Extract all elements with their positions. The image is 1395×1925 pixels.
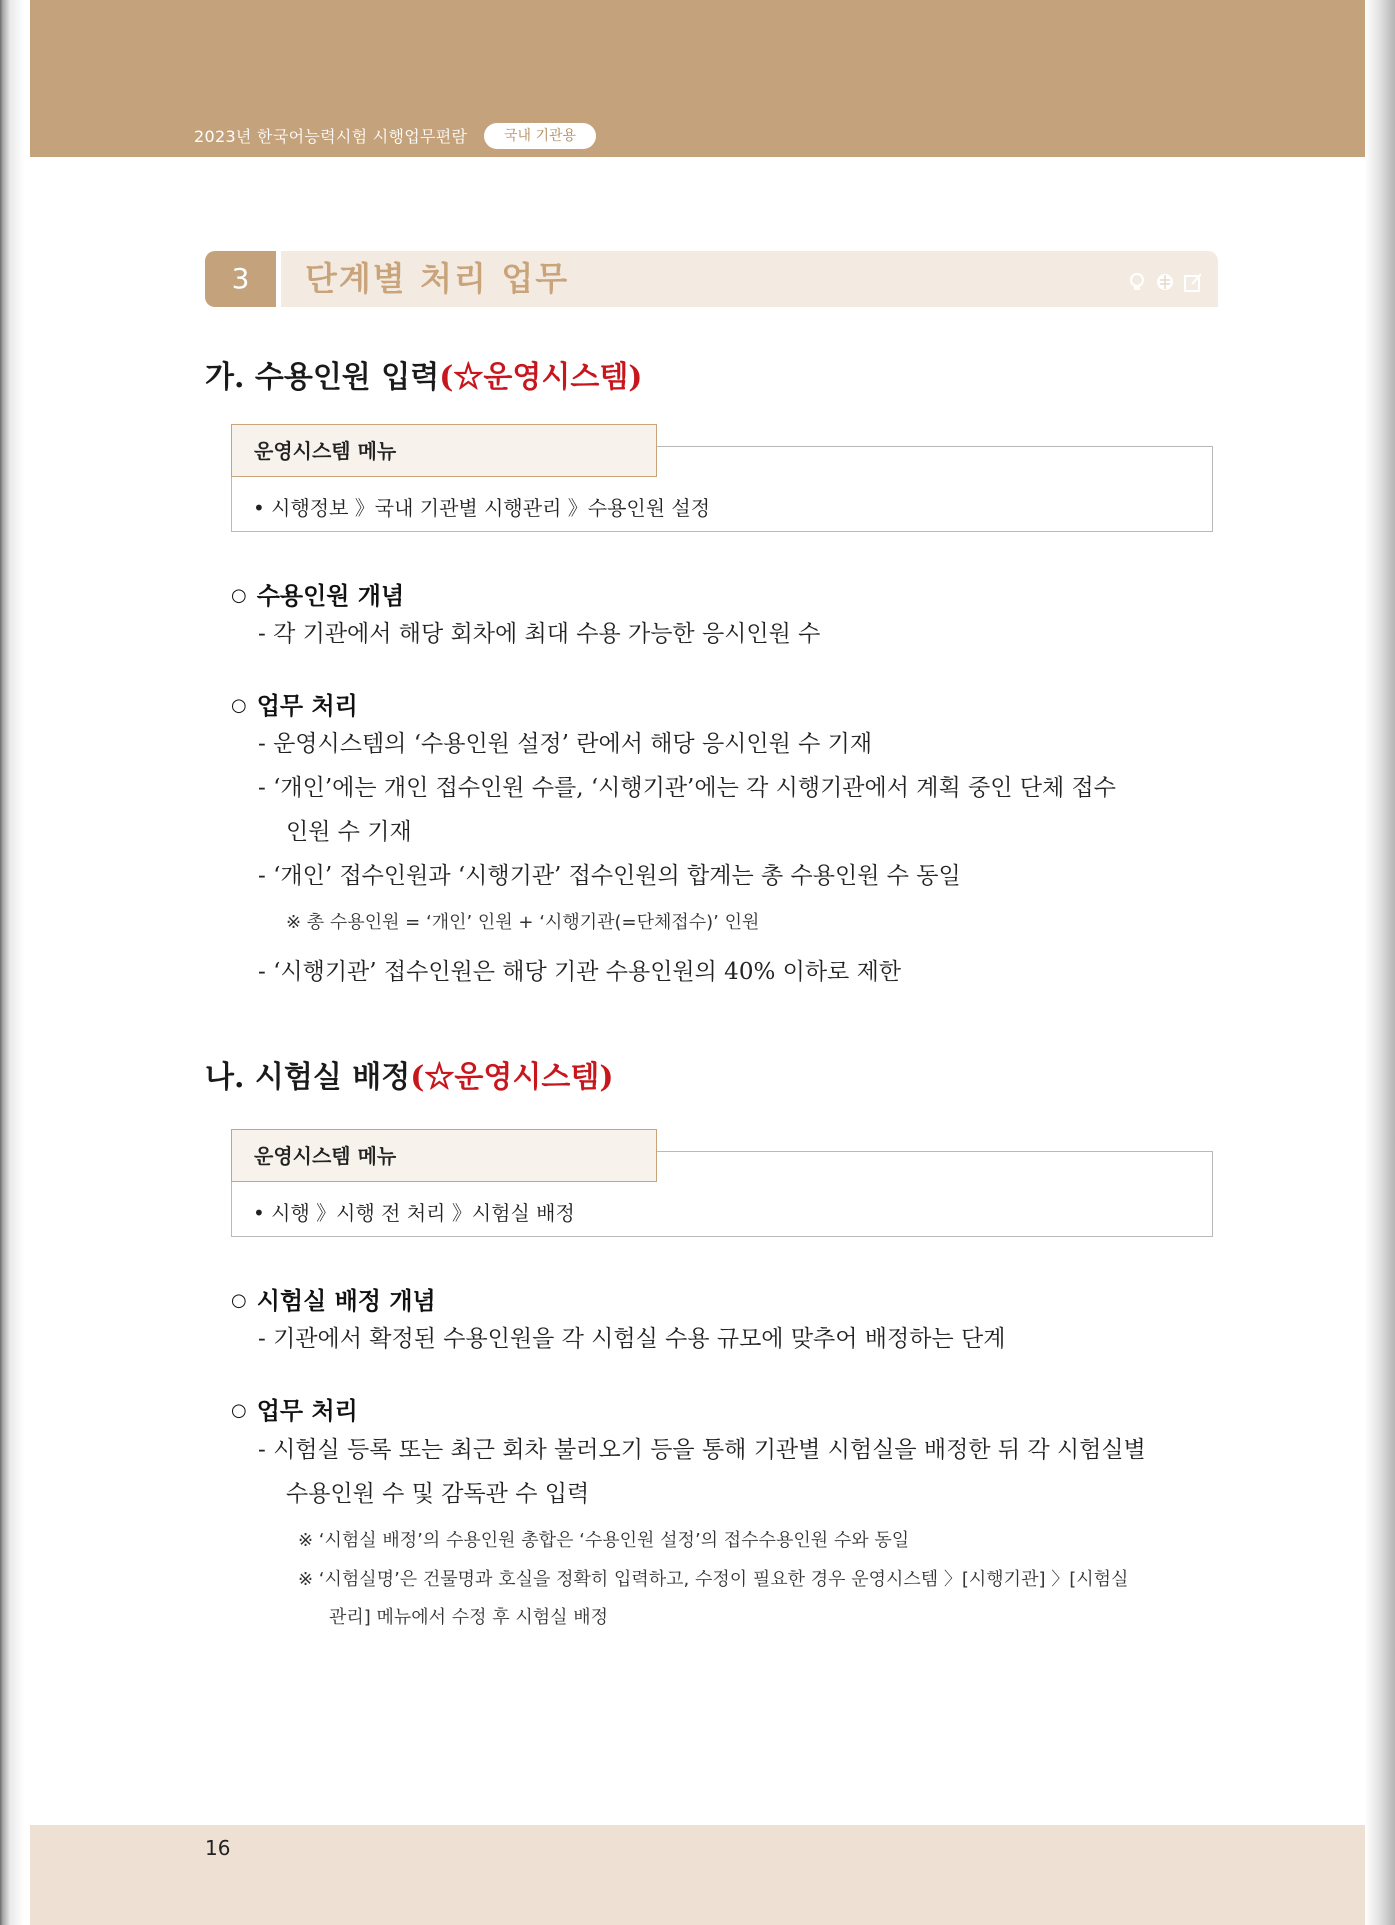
process-heading-a-text: 업무 처리: [256, 691, 358, 720]
header-badge: 국내 기관용: [484, 123, 596, 149]
process-a-line: - 운영시스템의 ‘수용인원 설정’ 란에서 해당 응시인원 수 기재: [258, 731, 873, 757]
section-number: 3: [205, 251, 276, 307]
lightbulb-icon: [1126, 271, 1148, 293]
circle-bullet-icon: ○: [231, 585, 247, 606]
page-edge-right: [1365, 0, 1395, 1925]
heading-part-b-main: 나. 시험실 배정: [205, 1060, 411, 1095]
process-b-note: ※ ‘시험실명’은 건물명과 호실을 정확히 입력하고, 수정이 필요한 경우 운영시스템 〉[시행기관] 〉[시험실: [298, 1569, 1129, 1590]
page-number: 16: [205, 1836, 231, 1860]
process-a-line: 인원 수 기재: [286, 819, 412, 845]
section-deco-icons: [1126, 271, 1204, 293]
circle-bullet-icon: ○: [231, 1400, 247, 1421]
section-title-bar: [281, 251, 1218, 307]
process-heading-b: [231, 1391, 358, 1426]
process-a-note: ※ 총 수용인원 = ‘개인’ 인원 + ‘시행기관(=단체접수)’ 인원: [286, 912, 760, 933]
heading-part-a: [205, 352, 643, 396]
heading-part-a-main: 가. 수용인원 입력: [205, 360, 440, 395]
process-b-note: ※ ‘시험실 배정’의 수용인원 총합은 ‘수용인원 설정’의 접수수용인원 수와 동일: [298, 1530, 910, 1551]
process-b-line: - 시험실 등록 또는 최근 회차 불러오기 등을 통해 기관별 시험실을 배정한 뒤 각 시험실별: [258, 1437, 1146, 1463]
process-b-note: 관리] 메뉴에서 수정 후 시험실 배정: [329, 1607, 609, 1628]
concept-heading-a: [231, 576, 404, 611]
process-a-line: - ‘시행기관’ 접수인원은 해당 기관 수용인원의 40% 이하로 제한: [258, 959, 902, 985]
heading-part-a-tag: (☆운영시스템): [439, 360, 643, 395]
circle-bullet-icon: ○: [231, 695, 247, 716]
brain-icon: [1154, 271, 1176, 293]
section-title: 단계별 처리 업무: [305, 259, 570, 298]
page-edge-left: [0, 0, 30, 1925]
menu-box-b: [231, 1129, 1213, 1225]
concept-heading-b: [231, 1281, 436, 1316]
menu-box-a-label: 운영시스템 메뉴: [231, 424, 657, 477]
process-heading-a: [231, 686, 358, 721]
notepad-icon: [1182, 271, 1204, 293]
concept-a-line: - 각 기관에서 해당 회차에 최대 수용 가능한 응시인원 수: [258, 621, 821, 647]
menu-box-b-label: 운영시스템 메뉴: [231, 1129, 657, 1182]
concept-heading-a-text: 수용인원 개념: [256, 581, 405, 610]
header-title: 2023년 한국어능력시험 시행업무편람: [194, 127, 468, 146]
menu-box-a: [231, 424, 1213, 520]
circle-bullet-icon: ○: [231, 1290, 247, 1311]
process-a-line: - ‘개인’ 접수인원과 ‘시행기관’ 접수인원의 합계는 총 수용인원 수 동일: [258, 863, 961, 889]
concept-b-line: - 기관에서 확정된 수용인원을 각 시험실 수용 규모에 맞추어 배정하는 단계: [258, 1326, 1006, 1352]
menu-box-b-path: • 시행 》시행 전 처리 》시험실 배정: [253, 1201, 575, 1225]
heading-part-b-tag: (☆운영시스템): [410, 1060, 614, 1095]
process-a-line: - ‘개인’에는 개인 접수인원 수를, ‘시행기관’에는 각 시행기관에서 계획 중인 단체 접수: [258, 775, 1116, 801]
concept-heading-b-text: 시험실 배정 개념: [256, 1286, 436, 1315]
menu-box-a-path: • 시행정보 》국내 기관별 시행관리 》수용인원 설정: [253, 496, 711, 520]
heading-part-b: [205, 1052, 614, 1096]
process-heading-b-text: 업무 처리: [256, 1396, 358, 1425]
process-b-line: 수용인원 수 및 감독관 수 입력: [286, 1481, 590, 1507]
